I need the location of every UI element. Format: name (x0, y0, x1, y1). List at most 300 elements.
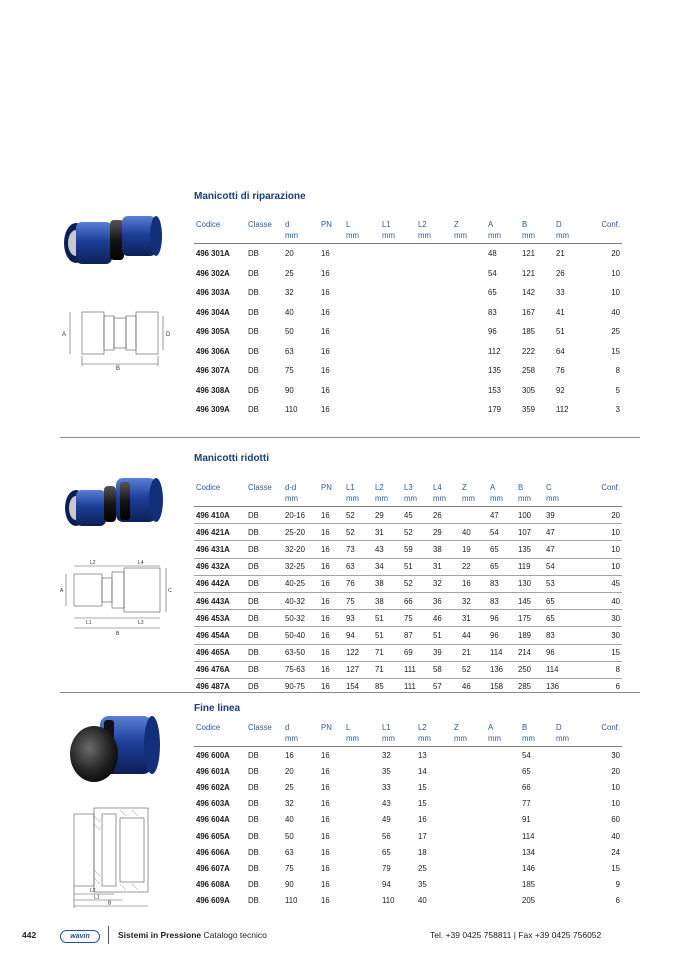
table-cell (452, 844, 486, 860)
table-row (194, 342, 622, 362)
table-cell: 16 (321, 327, 330, 337)
table-row (194, 796, 622, 812)
product-code-cell: 496 410A (194, 507, 246, 524)
table-cell (344, 860, 380, 876)
table-cell: 36 (431, 592, 460, 609)
table-cell: 96 (544, 644, 572, 661)
footer-brand-bold: Sistemi in Pressione (118, 930, 202, 940)
header-row (194, 722, 622, 747)
column-header (344, 219, 380, 244)
table-cell: 6 (615, 896, 620, 906)
table-cell: 58 (431, 661, 460, 678)
table-cell (344, 400, 380, 420)
column-header-label: B (518, 483, 524, 492)
table-cell (554, 860, 588, 876)
product-code-cell: 496 605A (196, 831, 230, 841)
column-header-label: A (490, 483, 496, 492)
column-header (402, 482, 431, 507)
table-cell (486, 796, 520, 812)
table-cell: 100 (516, 507, 544, 524)
table-cell: 25 (418, 863, 427, 873)
table-cell: 85 (375, 682, 384, 692)
column-header (283, 482, 319, 507)
table-cell (416, 303, 452, 323)
column-header-label: A (488, 220, 494, 229)
product-code-cell: 496 487A (196, 682, 230, 692)
product-code-cell: 496 303A (196, 288, 230, 298)
table-cell (344, 303, 380, 323)
product-code-cell: 496 431A (194, 541, 246, 558)
table-cell: DB (248, 307, 259, 317)
table-cell (344, 381, 380, 401)
table-row (194, 644, 622, 661)
column-header-label: L1 (382, 723, 391, 732)
table-cell (380, 264, 416, 284)
column-header-label: Codice (196, 483, 221, 492)
table-cell: 14 (418, 766, 427, 776)
column-header-unit: mm (285, 494, 298, 503)
column-header-label: L2 (418, 723, 427, 732)
column-header (373, 482, 402, 507)
table-cell: 50 (285, 327, 294, 337)
table-cell: 40 (285, 307, 294, 317)
table-cell (460, 507, 488, 524)
table-cell: 19 (460, 541, 488, 558)
table-row (194, 283, 622, 303)
table-cell: DB (246, 644, 283, 661)
column-header-label: A (488, 723, 494, 732)
table-cell (452, 812, 486, 828)
table-cell (554, 796, 588, 812)
table-cell: 51 (431, 627, 460, 644)
table-cell: 16 (285, 750, 294, 760)
table-cell: 10 (611, 799, 620, 809)
table-cell: 16 (319, 541, 344, 558)
table-cell (452, 796, 486, 812)
table-cell: 33 (556, 288, 565, 298)
table-cell: 8 (615, 366, 620, 376)
table-cell: DB (248, 766, 259, 776)
product-code-cell: 496 601A (196, 766, 230, 776)
table-cell (416, 264, 452, 284)
table-header (194, 219, 622, 244)
column-header (380, 722, 416, 747)
table-cell: 26 (431, 507, 460, 524)
table-cell (416, 381, 452, 401)
table-row (194, 627, 622, 644)
table-cell: 15 (418, 782, 427, 792)
column-header-label: Conf. (601, 723, 620, 732)
column-header-label: Conf. (601, 483, 620, 492)
header-row (194, 219, 622, 244)
table-cell: DB (248, 880, 259, 890)
product-code-cell: 496 304A (196, 307, 230, 317)
table-cell: 64 (556, 346, 565, 356)
table-cell: 185 (522, 880, 536, 890)
table-cell: DB (248, 346, 259, 356)
table-cell: DB (248, 385, 259, 395)
table-cell: 110 (285, 896, 298, 906)
table-cell (554, 763, 588, 779)
table-cell: 94 (344, 627, 373, 644)
dim-label-a: A (62, 332, 67, 338)
table-cell (452, 361, 486, 381)
section-title-fine-linea: Fine linea (194, 703, 241, 714)
table-cell: 52 (344, 524, 373, 541)
table-cell (554, 844, 588, 860)
column-header (516, 482, 544, 507)
column-header (572, 482, 622, 507)
column-header (588, 722, 622, 747)
table-cell: 63 (285, 847, 294, 857)
column-header-label: L3 (404, 483, 413, 492)
table-cell: DB (248, 327, 259, 337)
table-cell (416, 361, 452, 381)
column-header-unit: mm (418, 231, 431, 240)
table-cell: 75-63 (283, 661, 319, 678)
table-cell: 56 (382, 831, 391, 841)
table-cell: 87 (402, 627, 431, 644)
section-divider (60, 437, 640, 438)
table-cell: DB (248, 782, 259, 792)
column-header (431, 482, 460, 507)
table-cell (344, 361, 380, 381)
column-header (554, 722, 588, 747)
product-code-cell: 496 421A (194, 524, 246, 541)
column-header-label: L (346, 723, 351, 732)
table-cell: 142 (522, 288, 536, 298)
table-cell: 77 (522, 799, 531, 809)
table-cell: 16 (321, 863, 330, 873)
table-cell (452, 763, 486, 779)
table-cell: 16 (321, 268, 330, 278)
table-cell: 39 (544, 507, 572, 524)
column-header (588, 219, 622, 244)
table-cell: 114 (544, 661, 572, 678)
table-cell: DB (248, 268, 259, 278)
table-cell (452, 283, 486, 303)
column-header (194, 722, 246, 747)
table-cell: 16 (321, 766, 330, 776)
table-cell: 15 (572, 644, 622, 661)
table-cell: 16 (321, 799, 330, 809)
table-cell: 66 (402, 592, 431, 609)
table-cell: DB (246, 524, 283, 541)
table-cell: 179 (488, 405, 502, 415)
product-code-cell: 496 442A (194, 575, 246, 592)
column-header-label: L2 (375, 483, 384, 492)
table-cell: 16 (319, 610, 344, 627)
table-cell: 46 (462, 682, 471, 692)
table-cell: 10 (572, 524, 622, 541)
column-header-unit: mm (346, 734, 359, 743)
table-cell (486, 893, 520, 909)
column-header-label: Codice (196, 220, 221, 229)
table-cell: 119 (516, 558, 544, 575)
table-cell: 145 (516, 592, 544, 609)
table-cell: 66 (522, 782, 531, 792)
section-title-manicotti-riparazione: Manicotti di riparazione (194, 191, 306, 202)
table-cell: 16 (321, 249, 330, 259)
table-cell (344, 828, 380, 844)
table-cell: 16 (321, 307, 330, 317)
table-cell: 32 (431, 575, 460, 592)
table-cell: 65 (488, 558, 516, 575)
table-cell: 32 (460, 592, 488, 609)
table-cell: 32 (285, 288, 294, 298)
product-code-cell: 496 602A (196, 782, 230, 792)
table-cell: 16 (321, 782, 330, 792)
table-cell: 90-75 (285, 682, 305, 692)
table-cell: 5 (615, 385, 620, 395)
table-cell: 44 (460, 627, 488, 644)
column-header-label: PN (321, 483, 332, 492)
table-cell (554, 747, 588, 764)
table-cell: 65 (488, 288, 497, 298)
table-cell: 47 (544, 524, 572, 541)
table-cell: 16 (321, 385, 330, 395)
table-cell: 21 (460, 644, 488, 661)
table-cell: 214 (516, 644, 544, 661)
table-cell: 20 (611, 249, 620, 259)
table-cell: 158 (490, 682, 504, 692)
table-cell: DB (246, 610, 283, 627)
table-row (194, 747, 622, 764)
table-cell: 52 (402, 575, 431, 592)
table-cell: 16 (321, 288, 330, 298)
table-cell: 18 (418, 847, 427, 857)
table-cell: 96 (488, 627, 516, 644)
table-row (194, 558, 622, 575)
table-cell (380, 322, 416, 342)
column-header-label: L1 (346, 483, 355, 492)
repair-coupling-drawing (60, 300, 175, 370)
product-code-cell: 496 307A (196, 366, 230, 376)
table-cell (554, 779, 588, 795)
column-header-unit: mm (418, 734, 431, 743)
column-header-unit: mm (488, 734, 501, 743)
table-cell: 285 (518, 682, 532, 692)
table-cell (344, 322, 380, 342)
table-cell (344, 779, 380, 795)
table-cell: 52 (402, 524, 431, 541)
table-cell (380, 283, 416, 303)
table-row (194, 541, 622, 558)
table-row (194, 575, 622, 592)
column-header-label: C (546, 483, 552, 492)
column-header (319, 722, 344, 747)
footer-brand-rest: Catalogo tecnico (201, 930, 267, 940)
table-cell: 9 (615, 880, 620, 890)
column-header-label: Conf. (601, 220, 620, 229)
table-cell: DB (248, 405, 259, 415)
table-cell: DB (248, 831, 259, 841)
column-header-label: Z (462, 483, 467, 492)
table-cell (416, 342, 452, 362)
table-cell (344, 812, 380, 828)
product-code-cell: 496 609A (196, 896, 230, 906)
table-cell: 40-25 (283, 575, 319, 592)
table-cell: DB (248, 863, 259, 873)
column-header-label: L4 (433, 483, 442, 492)
table-cell: 73 (344, 541, 373, 558)
table-cell: DB (248, 896, 259, 906)
dim-label-c: C (168, 588, 172, 594)
table-cell: 25 (285, 268, 294, 278)
table-row (194, 610, 622, 627)
column-header-label: L (346, 220, 351, 229)
table-cell: 54 (488, 268, 497, 278)
table-cell: 41 (556, 307, 565, 317)
table-cell: 16 (319, 627, 344, 644)
table-cell: 359 (522, 405, 536, 415)
table-cell: 54 (522, 750, 531, 760)
table-cell: 83 (488, 592, 516, 609)
table-cell: 189 (516, 627, 544, 644)
table-cell: 40 (611, 831, 620, 841)
table-cell: 25 (611, 327, 620, 337)
table-cell: 16 (321, 346, 330, 356)
column-header-unit: mm (522, 231, 535, 240)
column-header-unit: mm (488, 231, 501, 240)
table-cell: 30 (572, 610, 622, 627)
table-cell: 60 (611, 815, 620, 825)
table-cell (486, 828, 520, 844)
column-header-unit: mm (546, 494, 559, 503)
table-cell (554, 828, 588, 844)
table-cell: 130 (516, 575, 544, 592)
column-header-label: Z (454, 220, 459, 229)
table-cell: DB (246, 507, 283, 524)
dim-label-b: B (116, 366, 121, 370)
table-cell: 153 (488, 385, 502, 395)
table-cell (452, 342, 486, 362)
table-cell: 16 (321, 880, 330, 890)
table-cell (380, 400, 416, 420)
column-header (416, 219, 452, 244)
table-cell: 135 (516, 541, 544, 558)
product-code-cell: 496 309A (196, 405, 230, 415)
column-header-unit: mm (462, 494, 475, 503)
table-cell: 107 (516, 524, 544, 541)
table-cell: 31 (431, 558, 460, 575)
table-row (194, 877, 622, 893)
column-header-unit: mm (433, 494, 446, 503)
table-cell (344, 747, 380, 764)
table-cell (452, 877, 486, 893)
column-header (246, 219, 283, 244)
table-cell: 52 (344, 507, 373, 524)
column-header (319, 219, 344, 244)
dim-label-l1: L1 (94, 894, 100, 901)
footer-contact: Tel. +39 0425 758811 | Fax +39 0425 756052 (430, 930, 602, 940)
table-cell (344, 342, 380, 362)
table-cell (344, 796, 380, 812)
end-cap-photo (64, 710, 168, 788)
table-cell: 51 (373, 610, 402, 627)
dim-label-l3: L3 (138, 620, 144, 626)
column-header-unit: mm (382, 734, 395, 743)
column-header-unit: mm (522, 734, 535, 743)
table-cell: 114 (522, 831, 535, 841)
dim-label-b: B (108, 900, 112, 907)
table-cell: 222 (522, 346, 536, 356)
column-header-label: Codice (196, 723, 221, 732)
column-header (380, 219, 416, 244)
footer-separator (108, 926, 109, 944)
table-cell: 32-25 (283, 558, 319, 575)
table-cell: 305 (522, 385, 536, 395)
column-header-label: d-d (285, 483, 297, 492)
table-cell: 30 (611, 750, 620, 760)
table-cell: 16 (319, 558, 344, 575)
table-cell (344, 763, 380, 779)
product-code-cell: 496 453A (194, 610, 246, 627)
table-cell (452, 322, 486, 342)
table-cell: 15 (611, 346, 620, 356)
table-cell: 154 (346, 682, 360, 692)
column-header (460, 482, 488, 507)
column-header-unit: mm (454, 231, 467, 240)
header-row (194, 482, 622, 507)
column-header (554, 219, 588, 244)
table-cell: 136 (546, 682, 560, 692)
table-cell: 93 (344, 610, 373, 627)
table-cell: 111 (404, 682, 416, 692)
table-cell: 16 (418, 815, 427, 825)
column-header (520, 219, 554, 244)
table-cell: 83 (488, 307, 497, 317)
column-header (452, 219, 486, 244)
table-cell: 71 (373, 661, 402, 678)
table-cell: 49 (382, 815, 391, 825)
table-cell: 40-32 (283, 592, 319, 609)
product-code-cell: 496 603A (196, 799, 230, 809)
table-cell: 16 (319, 644, 344, 661)
table-cell: 10 (611, 268, 620, 278)
table-row (194, 844, 622, 860)
table-cell: 63 (285, 346, 294, 356)
table-cell (452, 860, 486, 876)
column-header (520, 722, 554, 747)
table-row (194, 828, 622, 844)
column-header-label: B (522, 723, 528, 732)
table-cell: 16 (319, 661, 344, 678)
table-cell: 63 (344, 558, 373, 575)
table-cell: 26 (556, 268, 565, 278)
table-cell: 8 (572, 661, 622, 678)
table-cell: 90 (285, 385, 294, 395)
table-row (194, 264, 622, 284)
table-cell (344, 264, 380, 284)
table-cell (416, 283, 452, 303)
table-cell: 15 (418, 799, 427, 809)
table-cell: 45 (402, 507, 431, 524)
table-row (194, 592, 622, 609)
table-cell (416, 400, 452, 420)
table-cell: DB (248, 750, 259, 760)
table-cell: 92 (556, 385, 565, 395)
table-row (194, 244, 622, 264)
column-header-label: L2 (418, 220, 427, 229)
reducing-coupling-drawing (60, 558, 175, 638)
table-cell: 10 (611, 782, 620, 792)
table-cell: 40 (460, 524, 488, 541)
table-manicotti-riparazione (194, 219, 622, 420)
table-cell: 38 (373, 592, 402, 609)
table-cell: 54 (488, 524, 516, 541)
table-cell (486, 812, 520, 828)
